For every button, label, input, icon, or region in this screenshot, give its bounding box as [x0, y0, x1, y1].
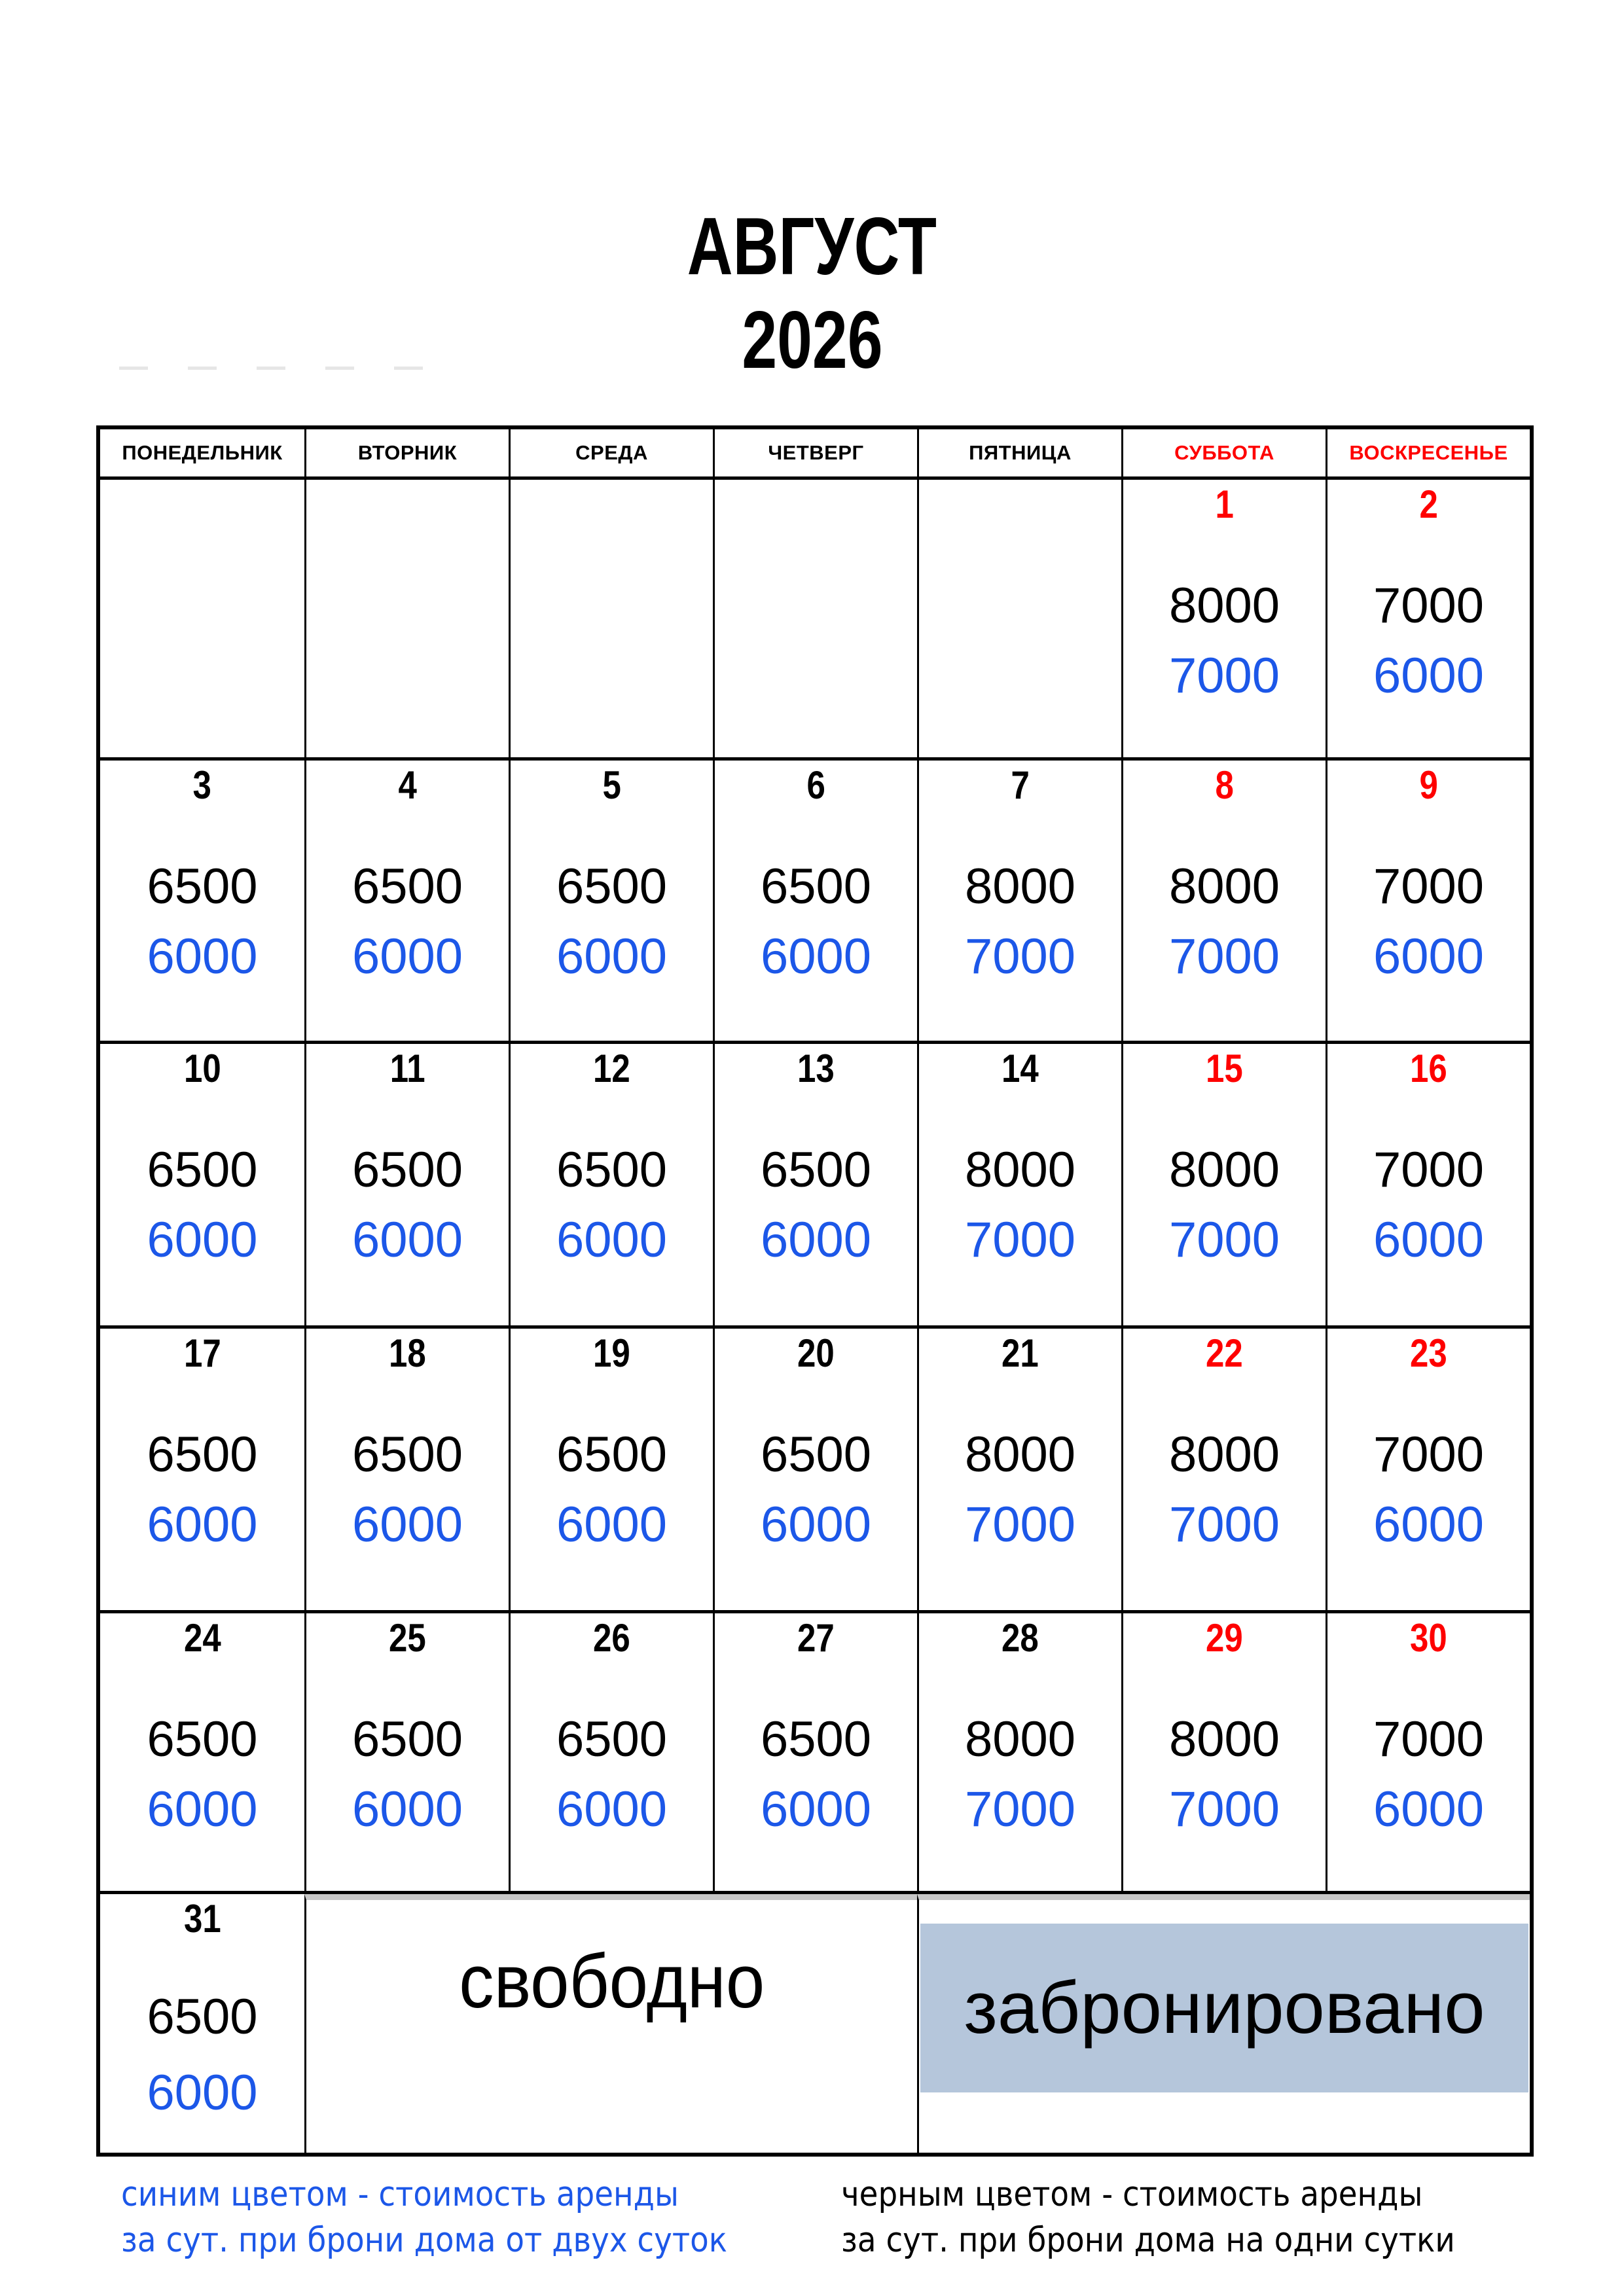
price-single-night: 6500 — [352, 859, 463, 914]
calendar-day-cell — [917, 1044, 1121, 1325]
price-multi-night: 6000 — [760, 1212, 872, 1268]
day-number — [306, 1331, 509, 1375]
day-number-text: 30 — [1410, 1616, 1447, 1660]
day-number — [306, 763, 509, 807]
calendar-day-cell — [917, 761, 1121, 1041]
price-single-night: 6500 — [760, 1142, 872, 1198]
price-single-night: 6500 — [352, 1142, 463, 1198]
day-number — [1327, 1616, 1530, 1660]
legend-blue-line1-wrap — [121, 2172, 795, 2217]
price-multi-night: 6000 — [147, 929, 258, 984]
calendar-table — [96, 425, 1534, 2157]
calendar-day-cell — [100, 761, 304, 1041]
calendar-day-cell — [1326, 480, 1530, 757]
calendar-day-cell — [1121, 1613, 1326, 1891]
booked-status-label: забронировано — [964, 1967, 1485, 2049]
calendar-empty-cell — [917, 480, 1121, 757]
legend-blue-price — [121, 2172, 795, 2263]
day-number — [100, 1616, 304, 1660]
calendar-week-row — [100, 1041, 1530, 1325]
weekday-header — [100, 429, 304, 476]
day-number-text: 21 — [1001, 1331, 1039, 1375]
calendar-day-cell — [509, 1044, 713, 1325]
day-number-text: 22 — [1206, 1331, 1243, 1375]
day-number — [1327, 482, 1530, 526]
calendar-day-cell — [917, 1329, 1121, 1610]
price-multi-night: 7000 — [964, 1212, 1076, 1268]
day-number-text: 6 — [806, 763, 825, 807]
price-single-night: 6500 — [147, 1989, 258, 2045]
calendar-day-cell — [509, 1613, 713, 1891]
price-single-night: 7000 — [1373, 578, 1485, 634]
day-number-text: 27 — [797, 1616, 835, 1660]
price-single-night: 8000 — [964, 1427, 1076, 1482]
day-number-text: 10 — [183, 1047, 221, 1090]
price-single-night: 6500 — [147, 859, 258, 914]
calendar-day-cell — [304, 1044, 509, 1325]
price-single-night: 6500 — [352, 1712, 463, 1767]
day-number-text: 16 — [1410, 1047, 1447, 1090]
price-single-night: 6500 — [352, 1427, 463, 1482]
weekday-header-label: ЧЕТВЕРГ — [768, 441, 864, 464]
free-status-label: свободно — [459, 1939, 765, 2024]
calendar-day-cell — [1121, 761, 1326, 1041]
day-number — [511, 1331, 713, 1375]
calendar-empty-cell — [100, 480, 304, 757]
price-single-night: 6500 — [556, 859, 668, 914]
day-number — [1123, 482, 1326, 526]
day-number-text: 5 — [602, 763, 621, 807]
day-number-text: 24 — [183, 1616, 221, 1660]
weekday-header-label: ВОСКРЕСЕНЬЕ — [1349, 441, 1508, 464]
price-single-night: 6500 — [556, 1427, 668, 1482]
calendar-week-row — [100, 1610, 1530, 1891]
weekday-header — [304, 429, 509, 476]
title-month-text: АВГУСТ — [687, 202, 937, 292]
price-single-night: 7000 — [1373, 1142, 1485, 1198]
day-number — [100, 1331, 304, 1375]
calendar-day-cell — [1326, 1044, 1530, 1325]
price-single-night: 8000 — [1168, 578, 1280, 634]
day-number — [1123, 1331, 1326, 1375]
day-number-text: 3 — [192, 763, 212, 807]
calendar-day-cell — [1121, 1329, 1326, 1610]
price-single-night: 8000 — [964, 1712, 1076, 1767]
status-cell-free — [304, 1894, 917, 2153]
price-multi-night: 6000 — [352, 1212, 463, 1268]
weekday-header-label: ПОНЕДЕЛЬНИК — [122, 441, 283, 464]
weekday-header — [1121, 429, 1326, 476]
day-number-text: 8 — [1215, 763, 1234, 807]
price-multi-night: 6000 — [556, 1782, 668, 1837]
price-single-night: 8000 — [1168, 1712, 1280, 1767]
legend-black-price — [841, 2172, 1523, 2263]
day-number — [306, 1616, 509, 1660]
price-multi-night: 7000 — [1168, 648, 1280, 704]
price-single-night: 7000 — [1373, 1712, 1485, 1767]
legend-black-line2-wrap — [841, 2217, 1523, 2263]
price-multi-night: 7000 — [1168, 1782, 1280, 1837]
day-number-text: 29 — [1206, 1616, 1243, 1660]
weekday-header-label: ВТОРНИК — [357, 441, 458, 464]
day-number-text: 20 — [797, 1331, 835, 1375]
calendar-empty-cell — [304, 480, 509, 757]
day-number-text: 17 — [183, 1331, 221, 1375]
calendar-day-cell — [1121, 480, 1326, 757]
price-single-night: 6500 — [760, 1427, 872, 1482]
day-number — [306, 1049, 509, 1088]
day-number-text: 19 — [593, 1331, 630, 1375]
legend-blue-line2-wrap — [121, 2217, 795, 2263]
day-number — [100, 1899, 304, 1939]
price-multi-night: 6000 — [556, 929, 668, 984]
price-multi-night: 6000 — [147, 1782, 258, 1837]
calendar-day-cell — [100, 1894, 304, 2153]
calendar-last-row — [100, 1891, 1530, 2153]
price-multi-night: 7000 — [964, 1497, 1076, 1552]
price-multi-night: 6000 — [1373, 1497, 1485, 1552]
price-multi-night: 7000 — [964, 929, 1076, 984]
weekday-header-label: СУББОТА — [1174, 441, 1274, 464]
calendar-day-cell — [917, 1613, 1121, 1891]
price-multi-night: 6000 — [760, 1497, 872, 1552]
calendar-day-cell — [100, 1044, 304, 1325]
price-multi-night: 7000 — [1168, 1497, 1280, 1552]
day-number-text: 1 — [1215, 482, 1234, 526]
price-single-night: 7000 — [1373, 1427, 1485, 1482]
day-number-text: 11 — [389, 1047, 425, 1090]
day-number-text: 13 — [797, 1047, 835, 1090]
day-number — [715, 1616, 917, 1660]
day-number — [511, 763, 713, 807]
day-number — [1327, 763, 1530, 807]
calendar-day-cell — [509, 761, 713, 1041]
price-multi-night: 6000 — [147, 1497, 258, 1552]
day-number — [715, 1049, 917, 1088]
day-number — [919, 1049, 1121, 1088]
calendar-day-cell — [100, 1613, 304, 1891]
weekday-header-label: СРЕДА — [575, 441, 648, 464]
calendar-week-row — [100, 476, 1530, 757]
price-single-night: 6500 — [147, 1427, 258, 1482]
day-number — [511, 1049, 713, 1088]
price-single-night: 8000 — [1168, 1427, 1280, 1482]
price-single-night: 6500 — [147, 1712, 258, 1767]
day-number-text: 23 — [1410, 1331, 1447, 1375]
faded-dashes-artifact — [119, 367, 427, 370]
calendar-day-cell — [304, 1329, 509, 1610]
weekday-header — [917, 429, 1121, 476]
price-single-night: 6500 — [556, 1712, 668, 1767]
day-number — [1123, 1049, 1326, 1088]
calendar-day-cell — [713, 761, 917, 1041]
weekday-header — [509, 429, 713, 476]
calendar-day-cell — [713, 1329, 917, 1610]
price-single-night: 7000 — [1373, 859, 1485, 914]
day-number-text: 14 — [1001, 1047, 1039, 1090]
price-single-night: 8000 — [1168, 859, 1280, 914]
calendar-day-cell — [1121, 1044, 1326, 1325]
day-number — [715, 763, 917, 807]
price-multi-night: 6000 — [1373, 929, 1485, 984]
day-number — [1327, 1049, 1530, 1088]
day-number — [1327, 1331, 1530, 1375]
calendar-day-cell — [1326, 761, 1530, 1041]
day-number — [511, 1616, 713, 1660]
day-number-text: 9 — [1419, 763, 1438, 807]
day-number-text: 4 — [398, 763, 417, 807]
price-single-night: 8000 — [964, 859, 1076, 914]
day-number-text: 12 — [593, 1047, 630, 1090]
weekday-header — [1326, 429, 1530, 476]
price-multi-night: 7000 — [964, 1782, 1076, 1837]
day-number-text: 18 — [389, 1331, 426, 1375]
weekday-header-row — [100, 429, 1530, 476]
day-number — [1123, 763, 1326, 807]
calendar-empty-cell — [713, 480, 917, 757]
day-number-text: 28 — [1001, 1616, 1039, 1660]
price-single-night: 6500 — [760, 859, 872, 914]
calendar-day-cell — [1326, 1329, 1530, 1610]
legend-black-line1: черным цветом - стоимость аренды — [841, 2175, 1423, 2214]
calendar-day-cell — [713, 1044, 917, 1325]
title-year-text: 2026 — [741, 295, 883, 386]
calendar-day-cell — [713, 1613, 917, 1891]
price-multi-night: 6000 — [556, 1212, 668, 1268]
calendar-day-cell — [304, 761, 509, 1041]
legend-blue-line1: синим цветом - стоимость аренды — [121, 2175, 679, 2214]
calendar-day-cell — [304, 1613, 509, 1891]
price-single-night: 6500 — [147, 1142, 258, 1198]
price-multi-night: 6000 — [760, 929, 872, 984]
day-number — [100, 763, 304, 807]
day-number — [1123, 1616, 1326, 1660]
day-number-text: 15 — [1206, 1047, 1243, 1090]
price-multi-night: 6000 — [352, 1497, 463, 1552]
price-single-night: 6500 — [760, 1712, 872, 1767]
price-multi-night: 6000 — [1373, 1782, 1485, 1837]
day-number — [919, 763, 1121, 807]
weekday-header — [713, 429, 917, 476]
price-single-night: 6500 — [556, 1142, 668, 1198]
price-multi-night: 7000 — [1168, 1212, 1280, 1268]
calendar-week-row — [100, 1325, 1530, 1610]
day-number — [919, 1331, 1121, 1375]
day-number — [715, 1331, 917, 1375]
price-multi-night: 6000 — [352, 929, 463, 984]
day-number-text: 2 — [1419, 482, 1438, 526]
price-multi-night: 7000 — [1168, 929, 1280, 984]
legend-black-line1-wrap — [841, 2172, 1523, 2217]
price-multi-night: 6000 — [1373, 648, 1485, 704]
status-cell-booked — [917, 1894, 1530, 2153]
price-multi-night: 6000 — [556, 1497, 668, 1552]
day-number — [919, 1616, 1121, 1660]
legend-black-line2: за сут. при брони дома на одни сутки — [841, 2221, 1455, 2260]
price-multi-night: 6000 — [760, 1782, 872, 1837]
price-single-night: 8000 — [1168, 1142, 1280, 1198]
legend-blue-line2: за сут. при брони дома от двух суток — [121, 2221, 728, 2260]
calendar-week-row — [100, 757, 1530, 1041]
calendar-day-cell — [100, 1329, 304, 1610]
booked-status-badge — [920, 1924, 1528, 2092]
calendar-body — [100, 476, 1530, 1891]
day-number — [100, 1049, 304, 1088]
calendar-day-cell — [1326, 1613, 1530, 1891]
price-multi-night: 6000 — [352, 1782, 463, 1837]
weekday-header-label: ПЯТНИЦА — [969, 441, 1072, 464]
price-multi-night: 6000 — [1373, 1212, 1485, 1268]
price-multi-night: 6000 — [147, 1212, 258, 1268]
page-title-month — [0, 202, 1624, 292]
day-number-text: 7 — [1011, 763, 1030, 807]
day-number-text: 25 — [389, 1616, 426, 1660]
calendar-day-cell — [509, 1329, 713, 1610]
day-number-text: 31 — [183, 1897, 221, 1941]
day-number-text: 26 — [593, 1616, 630, 1660]
calendar-empty-cell — [509, 480, 713, 757]
price-multi-night: 6000 — [147, 2065, 258, 2121]
price-single-night: 8000 — [964, 1142, 1076, 1198]
